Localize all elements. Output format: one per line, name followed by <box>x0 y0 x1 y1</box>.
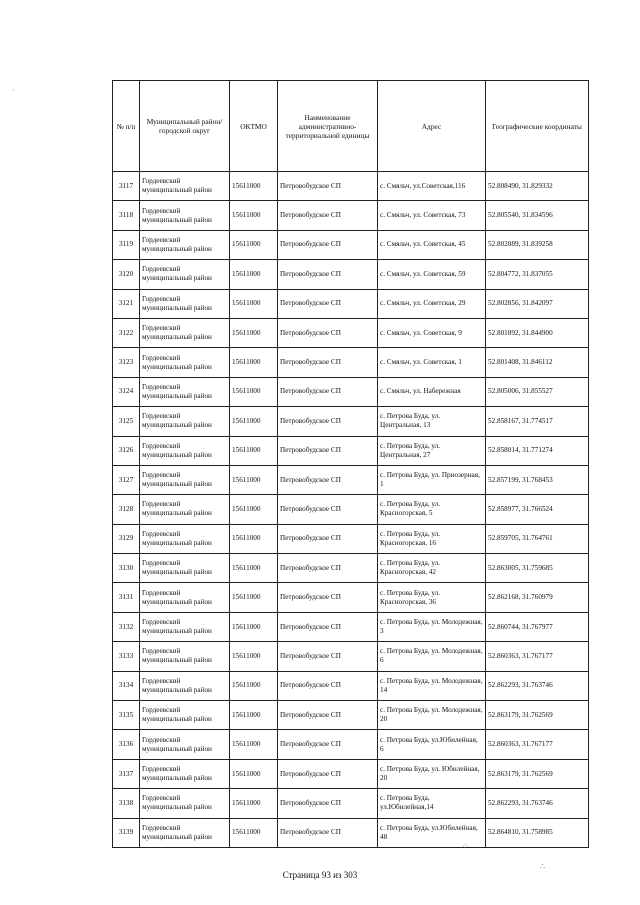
cell-number: 3118 <box>113 201 140 230</box>
cell-coords: 52.864810, 31.758985 <box>486 818 589 847</box>
cell-address: с. Смяльч, ул. Советская, 45 <box>378 230 486 259</box>
header-oktmo: ОКТМО <box>230 81 278 172</box>
cell-oktmo: 15611000 <box>230 318 278 347</box>
cell-address: с. Петрова Буда, ул. Приозерная, 1 <box>378 465 486 494</box>
table-row <box>113 407 589 436</box>
cell-coords: 52.860363, 31.767177 <box>486 642 589 671</box>
cell-number: 3135 <box>113 701 140 730</box>
cell-address: с. Смяльч, ул. Советская, 1 <box>378 348 486 377</box>
cell-coords: 52.802889, 31.839258 <box>486 230 589 259</box>
cell-address: с. Петрова Буда, ул. Центральная, 13 <box>378 407 486 436</box>
cell-coords: 52.863179, 31.762569 <box>486 759 589 788</box>
table-row <box>113 289 589 318</box>
table-row <box>113 318 589 347</box>
cell-coords: 52.860744, 31.767977 <box>486 612 589 641</box>
cell-address: с. Петрова Буда, ул. Молодежная, 14 <box>378 671 486 700</box>
cell-number: 3136 <box>113 730 140 759</box>
cell-coords: 52.804772, 31.837055 <box>486 260 589 289</box>
cell-coords: 52.860363, 31.767177 <box>486 730 589 759</box>
cell-oktmo: 15611000 <box>230 583 278 612</box>
table-body <box>113 172 589 848</box>
table-row <box>113 554 589 583</box>
cell-address: с. Смяльч, ул. Советская, 59 <box>378 260 486 289</box>
cell-number: 3131 <box>113 583 140 612</box>
cell-unit: Петровобудское СП <box>278 612 378 641</box>
cell-district: Гордеевский муниципальный район <box>140 318 230 347</box>
cell-number: 3138 <box>113 789 140 818</box>
cell-oktmo: 15611000 <box>230 671 278 700</box>
cell-coords: 52.858977, 31.766524 <box>486 495 589 524</box>
cell-coords: 52.863005, 31.759685 <box>486 554 589 583</box>
cell-unit: Петровобудское СП <box>278 289 378 318</box>
table-row <box>113 524 589 553</box>
cell-coords: 52.805006, 31.855527 <box>486 377 589 406</box>
scan-speck: ∴ <box>540 862 546 871</box>
cell-address: с. Петрова Буда, ул. Молодежная, 20 <box>378 701 486 730</box>
cell-address: с. Смяльч, ул. Советская, 9 <box>378 318 486 347</box>
cell-number: 3124 <box>113 377 140 406</box>
cell-district: Гордеевский муниципальный район <box>140 701 230 730</box>
table-row <box>113 671 589 700</box>
cell-district: Гордеевский муниципальный район <box>140 554 230 583</box>
cell-number: 3123 <box>113 348 140 377</box>
cell-number: 3133 <box>113 642 140 671</box>
table-row <box>113 818 589 847</box>
cell-oktmo: 15611000 <box>230 642 278 671</box>
table-row <box>113 642 589 671</box>
cell-oktmo: 15611000 <box>230 436 278 465</box>
cell-number: 3128 <box>113 495 140 524</box>
cell-unit: Петровобудское СП <box>278 377 378 406</box>
cell-oktmo: 15611000 <box>230 407 278 436</box>
cell-coords: 52.802856, 31.842097 <box>486 289 589 318</box>
cell-unit: Петровобудское СП <box>278 671 378 700</box>
cell-address: с. Петрова Буда, ул.Юбилейная, 6 <box>378 730 486 759</box>
data-table <box>112 80 589 848</box>
table-row <box>113 230 589 259</box>
cell-address: с. Петрова Буда, ул. Молодежная, 3 <box>378 612 486 641</box>
cell-coords: 52.858167, 31.774517 <box>486 407 589 436</box>
cell-unit: Петровобудское СП <box>278 818 378 847</box>
cell-number: 3121 <box>113 289 140 318</box>
cell-address: с. Смяльч, ул. Советская, 29 <box>378 289 486 318</box>
header-district: Муниципальный район/городской округ <box>140 81 230 172</box>
cell-coords: 52.805540, 31.834596 <box>486 201 589 230</box>
cell-number: 3125 <box>113 407 140 436</box>
cell-district: Гордеевский муниципальный район <box>140 495 230 524</box>
cell-district: Гордеевский муниципальный район <box>140 172 230 201</box>
table-row <box>113 260 589 289</box>
cell-oktmo: 15611000 <box>230 377 278 406</box>
cell-coords: 52.862293, 31.763746 <box>486 789 589 818</box>
cell-oktmo: 15611000 <box>230 701 278 730</box>
header-coords: Географические координаты <box>486 81 589 172</box>
cell-unit: Петровобудское СП <box>278 230 378 259</box>
cell-unit: Петровобудское СП <box>278 495 378 524</box>
cell-number: 3117 <box>113 172 140 201</box>
header-unit: Наименование административно-территориальной единицы <box>278 81 378 172</box>
cell-number: 3139 <box>113 818 140 847</box>
cell-address: с. Смяльч, ул.Советская,116 <box>378 172 486 201</box>
cell-unit: Петровобудское СП <box>278 554 378 583</box>
cell-coords: 52.859705, 31.764761 <box>486 524 589 553</box>
cell-unit: Петровобудское СП <box>278 260 378 289</box>
cell-district: Гордеевский муниципальный район <box>140 671 230 700</box>
cell-district: Гордеевский муниципальный район <box>140 260 230 289</box>
cell-address: с. Петрова Буда, ул. Красногорская, 42 <box>378 554 486 583</box>
cell-unit: Петровобудское СП <box>278 524 378 553</box>
cell-district: Гордеевский муниципальный район <box>140 201 230 230</box>
cell-unit: Петровобудское СП <box>278 730 378 759</box>
cell-number: 3120 <box>113 260 140 289</box>
cell-district: Гордеевский муниципальный район <box>140 789 230 818</box>
cell-unit: Петровобудское СП <box>278 436 378 465</box>
table-row <box>113 701 589 730</box>
header-number: № п/п <box>113 81 140 172</box>
table-row <box>113 348 589 377</box>
table-row <box>113 465 589 494</box>
cell-number: 3119 <box>113 230 140 259</box>
cell-oktmo: 15611000 <box>230 289 278 318</box>
cell-number: 3137 <box>113 759 140 788</box>
cell-number: 3129 <box>113 524 140 553</box>
cell-district: Гордеевский муниципальный район <box>140 230 230 259</box>
table-row <box>113 377 589 406</box>
scan-speck: ⁘ <box>462 842 469 851</box>
cell-coords: 52.858014, 31.771274 <box>486 436 589 465</box>
cell-coords: 52.801408, 31.846112 <box>486 348 589 377</box>
cell-oktmo: 15611000 <box>230 172 278 201</box>
cell-address: с. Смяльч, ул. Советская, 73 <box>378 201 486 230</box>
cell-oktmo: 15611000 <box>230 495 278 524</box>
table-row <box>113 201 589 230</box>
cell-district: Гордеевский муниципальный район <box>140 377 230 406</box>
page-number: Страница 93 из 303 <box>282 870 358 880</box>
cell-oktmo: 15611000 <box>230 730 278 759</box>
cell-coords: 52.857199, 31.768453 <box>486 465 589 494</box>
cell-unit: Петровобудское СП <box>278 407 378 436</box>
cell-district: Гордеевский муниципальный район <box>140 818 230 847</box>
cell-address: с. Петрова Буда, ул. Юбилейная, 20 <box>378 759 486 788</box>
table-row <box>113 172 589 201</box>
cell-coords: 52.808490, 31.829332 <box>486 172 589 201</box>
cell-address: с. Петрова Буда, ул.Юбилейная,14 <box>378 789 486 818</box>
cell-oktmo: 15611000 <box>230 818 278 847</box>
table-row <box>113 495 589 524</box>
table-row <box>113 789 589 818</box>
scan-speck: · <box>12 86 15 95</box>
cell-number: 3122 <box>113 318 140 347</box>
cell-number: 3132 <box>113 612 140 641</box>
cell-oktmo: 15611000 <box>230 554 278 583</box>
cell-district: Гордеевский муниципальный район <box>140 524 230 553</box>
cell-address: с. Петрова Буда, ул. Красногорская, 36 <box>378 583 486 612</box>
cell-number: 3134 <box>113 671 140 700</box>
cell-unit: Петровобудское СП <box>278 465 378 494</box>
table-row <box>113 612 589 641</box>
cell-district: Гордеевский муниципальный район <box>140 465 230 494</box>
cell-oktmo: 15611000 <box>230 612 278 641</box>
cell-number: 3130 <box>113 554 140 583</box>
cell-unit: Петровобудское СП <box>278 172 378 201</box>
cell-unit: Петровобудское СП <box>278 701 378 730</box>
cell-district: Гордеевский муниципальный район <box>140 436 230 465</box>
cell-coords: 52.862293, 31.763746 <box>486 671 589 700</box>
table-row <box>113 759 589 788</box>
table-row <box>113 730 589 759</box>
table-header-row <box>113 81 589 172</box>
cell-unit: Петровобудское СП <box>278 583 378 612</box>
cell-district: Гордеевский муниципальный район <box>140 583 230 612</box>
cell-unit: Петровобудское СП <box>278 348 378 377</box>
cell-address: с. Петрова Буда, ул. Красногорская, 16 <box>378 524 486 553</box>
cell-address: с. Петрова Буда, ул. Центральная, 27 <box>378 436 486 465</box>
cell-coords: 52.862168, 31.760979 <box>486 583 589 612</box>
cell-unit: Петровобудское СП <box>278 759 378 788</box>
cell-number: 3126 <box>113 436 140 465</box>
cell-oktmo: 15611000 <box>230 230 278 259</box>
cell-coords: 52.863179, 31.762569 <box>486 701 589 730</box>
cell-oktmo: 15611000 <box>230 201 278 230</box>
cell-oktmo: 15611000 <box>230 524 278 553</box>
cell-district: Гордеевский муниципальный район <box>140 642 230 671</box>
cell-address: с. Петрова Буда, ул. Молодежная, 6 <box>378 642 486 671</box>
cell-district: Гордеевский муниципальный район <box>140 407 230 436</box>
cell-coords: 52.801892, 31.844900 <box>486 318 589 347</box>
cell-district: Гордеевский муниципальный район <box>140 730 230 759</box>
cell-oktmo: 15611000 <box>230 348 278 377</box>
header-address: Адрес <box>378 81 486 172</box>
cell-unit: Петровобудское СП <box>278 789 378 818</box>
cell-oktmo: 15611000 <box>230 789 278 818</box>
cell-district: Гордеевский муниципальный район <box>140 289 230 318</box>
cell-district: Гордеевский муниципальный район <box>140 348 230 377</box>
cell-unit: Петровобудское СП <box>278 318 378 347</box>
cell-oktmo: 15611000 <box>230 759 278 788</box>
cell-district: Гордеевский муниципальный район <box>140 612 230 641</box>
cell-unit: Петровобудское СП <box>278 642 378 671</box>
cell-oktmo: 15611000 <box>230 260 278 289</box>
cell-number: 3127 <box>113 465 140 494</box>
cell-district: Гордеевский муниципальный район <box>140 759 230 788</box>
cell-oktmo: 15611000 <box>230 465 278 494</box>
cell-address: с. Петрова Буда, ул.Юбилейная, 48 <box>378 818 486 847</box>
cell-address: с. Смяльч, ул. Набережная <box>378 377 486 406</box>
table-row <box>113 583 589 612</box>
table-row <box>113 436 589 465</box>
cell-address: с. Петрова Буда, ул. Красногорская, 5 <box>378 495 486 524</box>
cell-unit: Петровобудское СП <box>278 201 378 230</box>
